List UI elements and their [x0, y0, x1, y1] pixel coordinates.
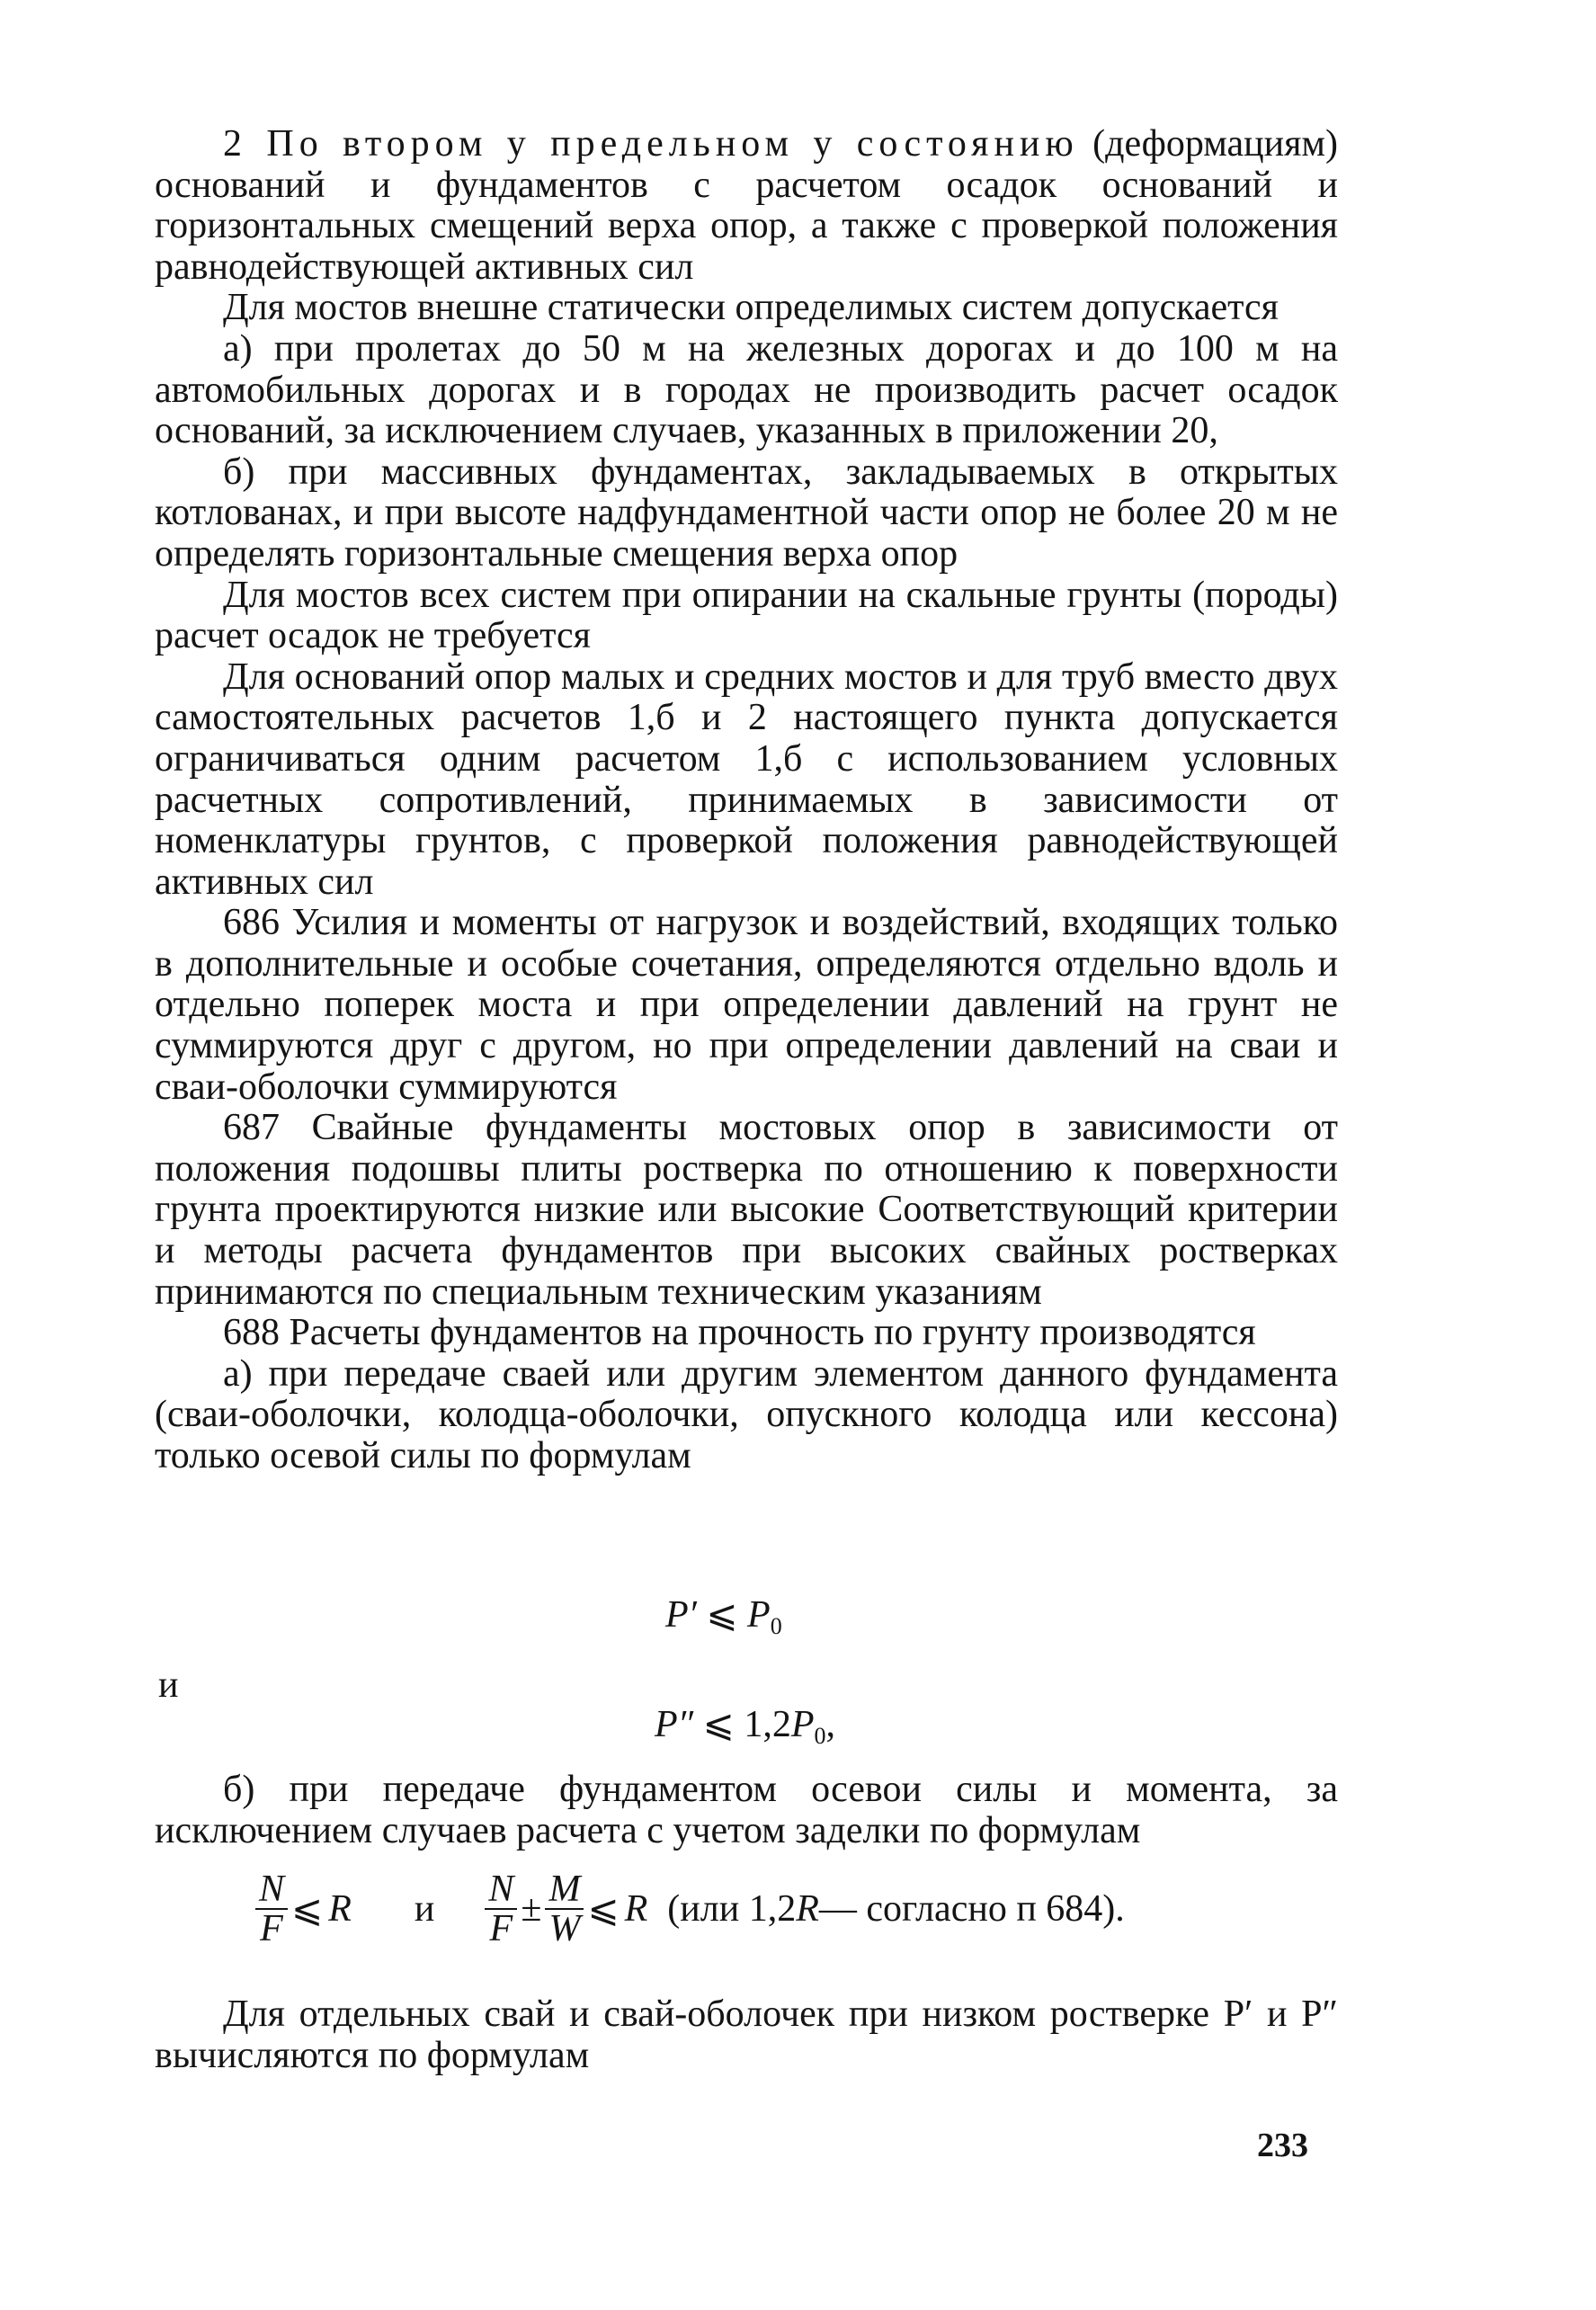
paragraph: Для оснований опор малых и средних мостов и для труб вместо двух самостоятельных расчетов 1,б и 2 настоящего пункта допускается ограничиваться одним расчетом 1,б с использованием условных расчетных сопротивлений, принимаемых в зависимости от номенклатуры грунтов, с проверкой положения равнодействующей активных сил	[155, 656, 1338, 903]
paragraph-final: Для отдельных свай и свай-оболочек при низком ростверке P′ и P″ вычисляются по формулам	[155, 1993, 1338, 2076]
paragraph-688: 688 Расчеты фундаментов на прочность по грунту производятся	[223, 1312, 1256, 1354]
paragraph: Для мостов всех систем при опирании на скальные грунты (породы) расчет осадок не требуется	[155, 574, 1338, 657]
page-number: 233	[1257, 2127, 1308, 2164]
paragraph-b: б) при передаче фундаментом осевои силы и момента, за исключением случаев расчета с учетом заделки по формулам	[155, 1769, 1338, 1851]
formula-p-double-prime	[655, 1701, 835, 1750]
formula-coefficient: 1,2	[744, 1704, 791, 1745]
paragraph: а) при передаче сваей или другим элементом данного фундамента (сваи-оболочки, колодца-оболочки, опускного колодца или кессона) только осевой силы по формулам	[155, 1352, 1338, 1476]
formula-rhs: P	[790, 1704, 815, 1745]
formula-subscript: 0	[770, 1613, 782, 1639]
fraction-denominator: F	[260, 1908, 283, 1949]
fraction-m-over-w	[545, 1870, 584, 1948]
formula-operator: ⩽	[291, 1889, 324, 1931]
formula-note-open: (или 1,2	[667, 1888, 797, 1930]
fraction-numerator: N	[485, 1870, 517, 1910]
formula-operator: ⩽	[702, 1704, 735, 1745]
formula-operator: ⩽	[587, 1889, 620, 1931]
final-text	[155, 1994, 1338, 2076]
paragraph: а) при пролетах до 50 м на железных дорогах и до 100 м на автомобильных дорогах и в городах не производить расчет осадок оснований, за исключением случаев, указанных в приложении 20,	[155, 327, 1338, 452]
fraction-n-over-f	[255, 1870, 288, 1948]
conjunction-label: и	[158, 1664, 179, 1706]
paragraph-b-block	[155, 1770, 1338, 1851]
formula-operator: ⩽	[706, 1594, 738, 1636]
formula-note-r: R	[796, 1888, 819, 1930]
paragraph: б) при массивных фундаментах, закладываемых в открытых котлованах, и при высоте надфундаментной части опор не более 20 м не определять горизонтальные смещения верха опор	[155, 450, 1338, 575]
paragraph-686: 686 Усилия и моменты от нагрузок и воздействий, входящих только в дополнительные и особые сочетания, определяются отдельно вдоль и отдельно поперек моста и при определении давлений на грунт не суммируются друг с другом, но при определении давлений на сваи и сваи-оболочки суммируются	[155, 902, 1338, 1108]
fraction-n-over-f	[485, 1870, 517, 1948]
fraction-denominator: F	[489, 1908, 513, 1949]
formula-lhs: P″	[655, 1704, 694, 1745]
formula-note-close: — согласно п 684).	[818, 1888, 1125, 1930]
formula-r: R	[624, 1888, 648, 1930]
paragraph-deformation-state	[155, 124, 1338, 288]
formula-r: R	[328, 1888, 352, 1930]
formula-lhs: P′	[665, 1594, 697, 1636]
conjunction-label: и	[414, 1888, 435, 1930]
plus-minus-operator: ±	[521, 1888, 542, 1930]
fraction-numerator: N	[255, 1870, 288, 1910]
paragraph-687: 687 Свайные фундаменты мостовых опор в зависимости от положения подошвы плиты ростверка по отношению к поверхности грунта проектируются низкие или высокие Соответствующий критерии и методы расчета фундаментов при высоких свайных ростверках принимаются по специальным техническим указаниям	[155, 1107, 1338, 1313]
main-text	[155, 124, 1338, 1477]
formula-rhs: P	[747, 1594, 771, 1636]
paragraph-lead: 2 По втором у предельном у состоянию	[223, 123, 1079, 165]
fraction-numerator: M	[545, 1870, 584, 1910]
paragraph: Для мостов внешне статически определимых систем допускается	[223, 287, 1279, 329]
fraction-denominator: W	[548, 1908, 581, 1949]
formula-subscript: 0	[814, 1723, 826, 1749]
formula-strength-check	[252, 1870, 1125, 1948]
formula-p-prime	[665, 1592, 782, 1640]
paragraph-rest: (деформациям) оснований и фундаментов с расчетом осадок оснований и горизонтальных смещений верха опор, а также с проверкой положения равнодействующей активных сил	[155, 123, 1338, 288]
formula-tail: ,	[825, 1704, 836, 1745]
